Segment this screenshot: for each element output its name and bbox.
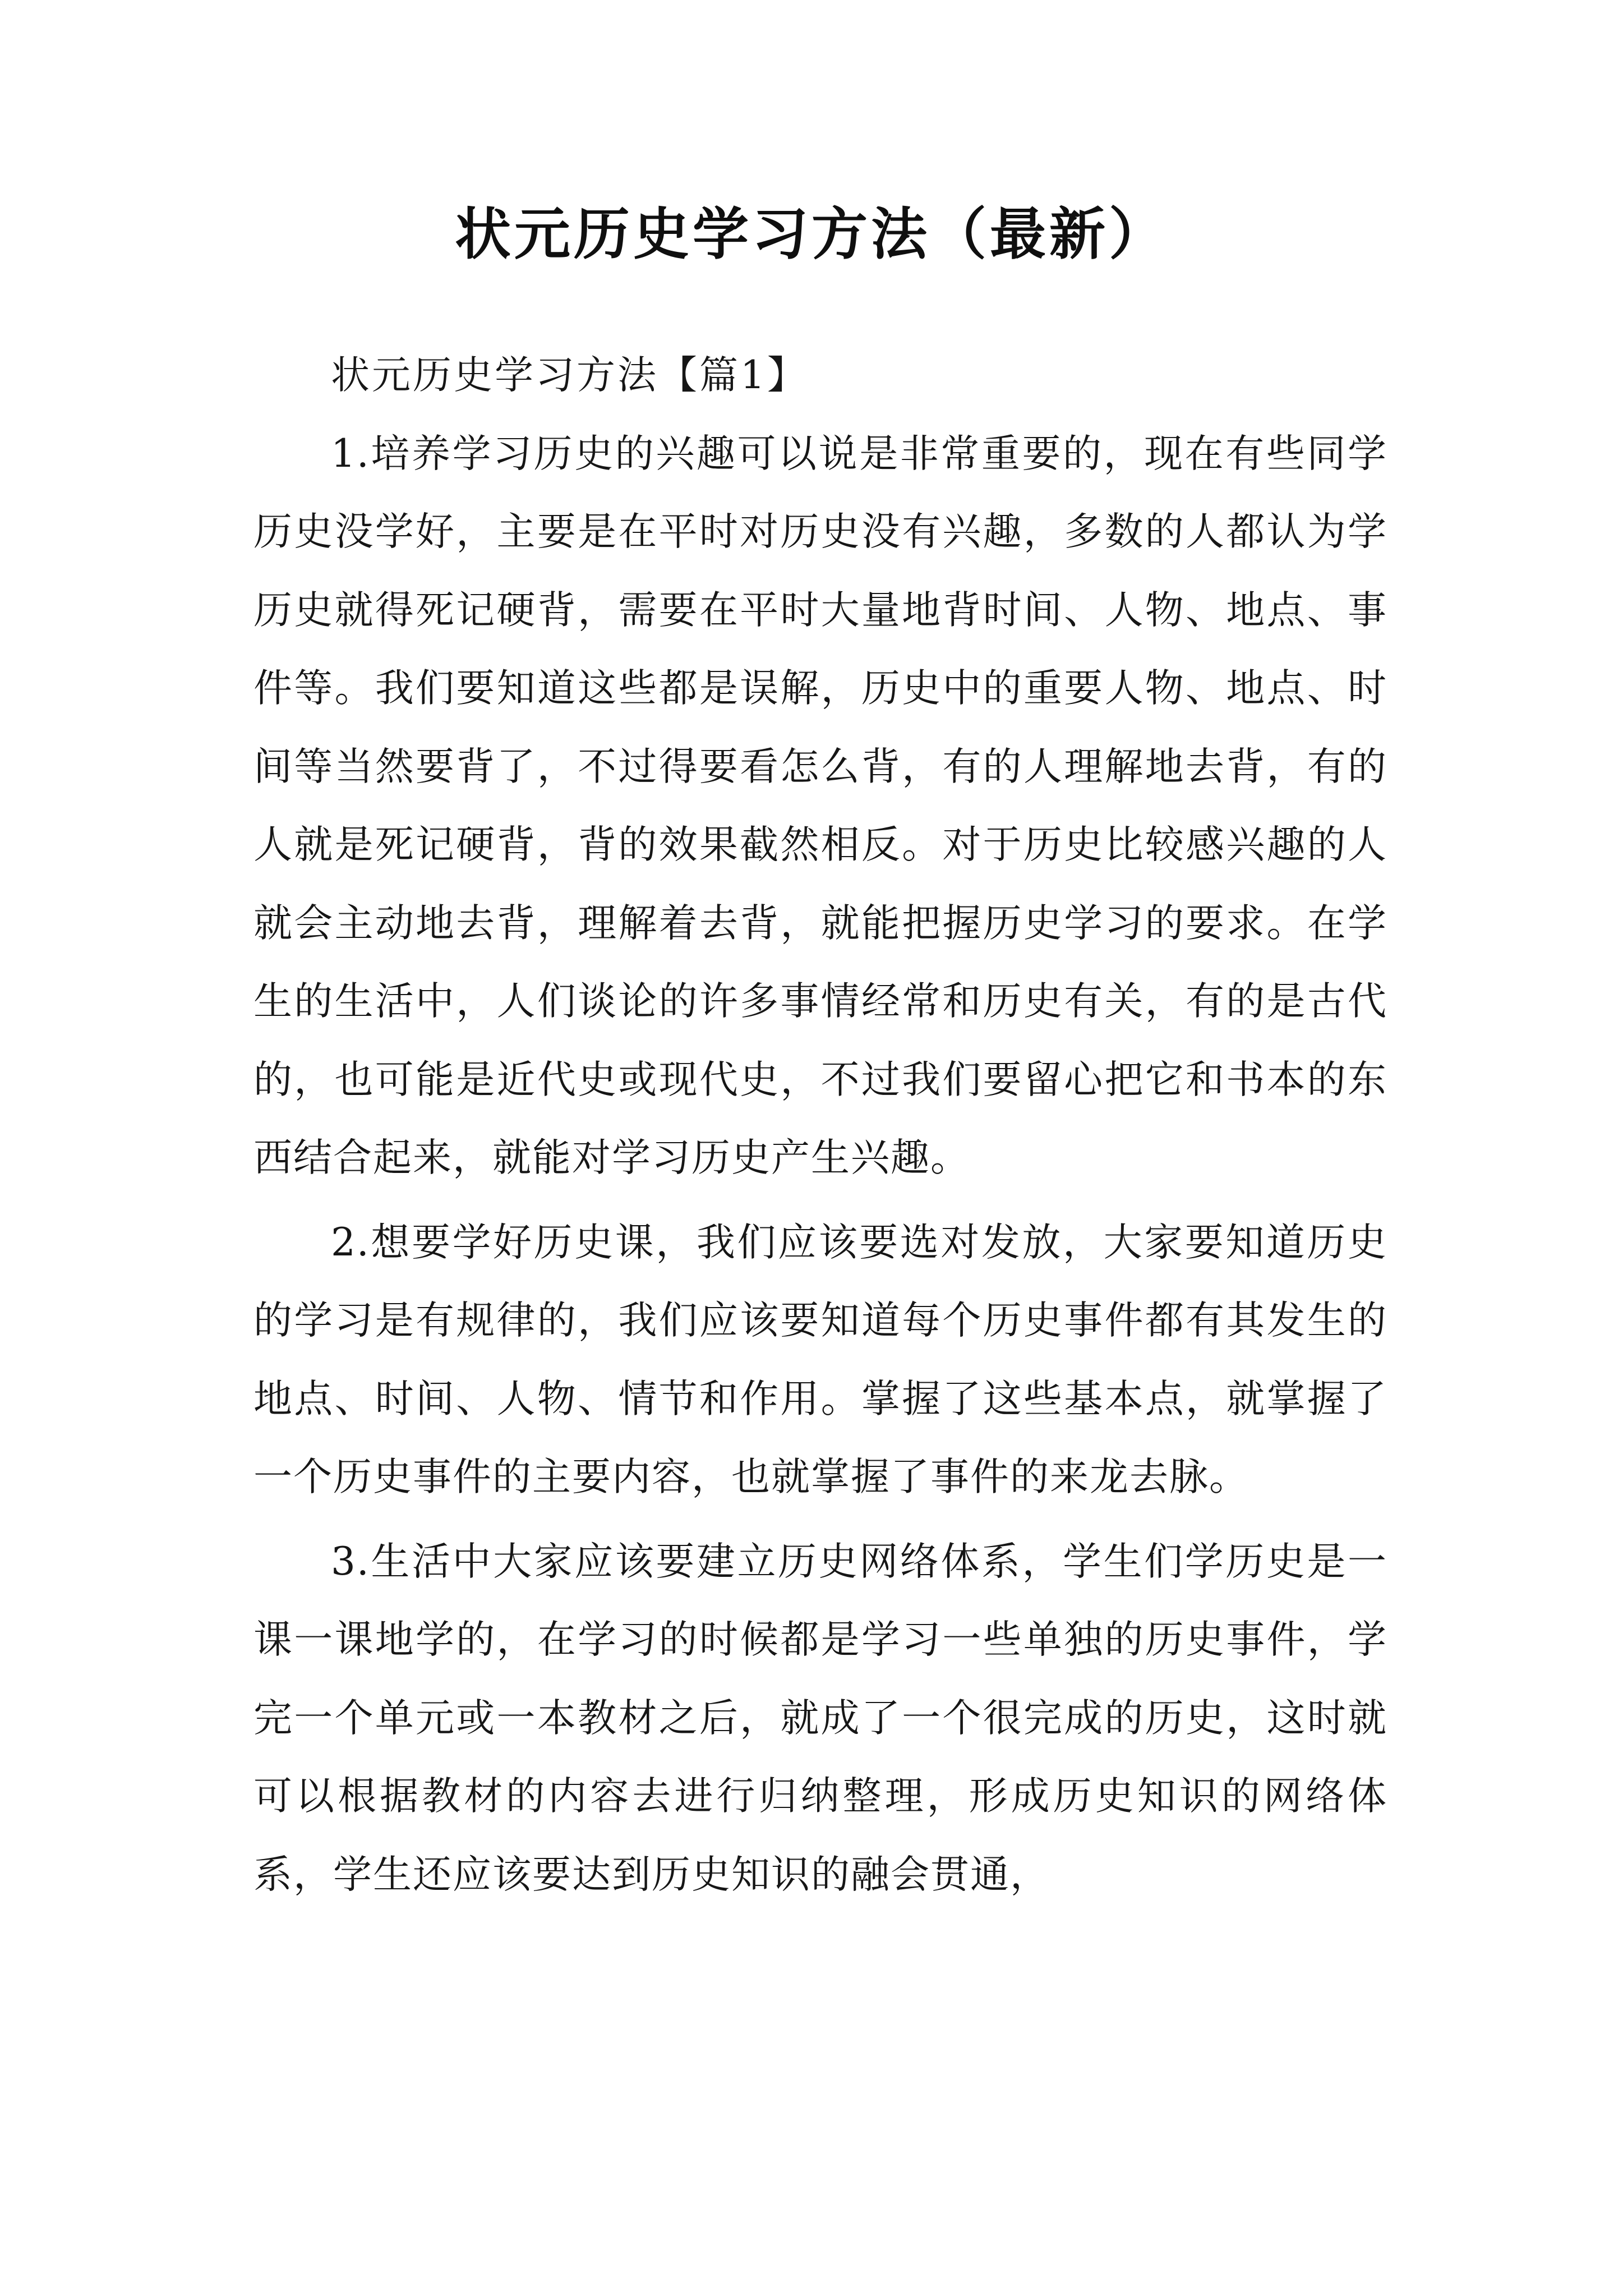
document-body <box>253 337 1387 1914</box>
paragraph-3: 3.生活中大家应该要建立历史网络体系，学生们学历史是一课一课地学的，在学习的时候都是学习一些单独的历史事件，学完一个单元或一本教材之后，就成了一个很完成的历史，这时就可以根据教材的内容去进行归纳整理，形成历史知识的网络体系，学生还应该要达到历史知识的融会贯通， <box>253 1539 1387 1897</box>
paragraph-1: 1.培养学习历史的兴趣可以说是非常重要的，现在有些同学历史没学好，主要是在平时对历史没有兴趣，多数的人都认为学历史就得死记硬背，需要在平时大量地背时间、人物、地点、事件等。我们要知道这些都是误解，历史中的重要人物、地点、时间等当然要背了，不过得要看怎么背，有的人理解地去背，有的人就是死记硬背，背的效果截然相反。对于历史比较感兴趣的人就会主动地去背，理解着去背，就能把握历史学习的要求。在学生的生活中，人们谈论的许多事情经常和历史有关，有的是古代的，也可能是近代史或现代史，不过我们要留心把它和书本的东西结合起来，就能对学习历史产生兴趣。 <box>253 431 1387 1180</box>
section-heading: 状元历史学习方法【篇1】 <box>331 353 808 398</box>
paragraph-2: 2.想要学好历史课，我们应该要选对发放，大家要知道历史的学习是有规律的，我们应该要知道每个历史事件都有其发生的地点、时间、人物、情节和作用。掌握了这些基本点，就掌握了一个历史事件的主要内容，也就掌握了事件的来龙去脉。 <box>253 1220 1387 1499</box>
document-title: 状元历史学习方法（最新） <box>455 201 1168 267</box>
